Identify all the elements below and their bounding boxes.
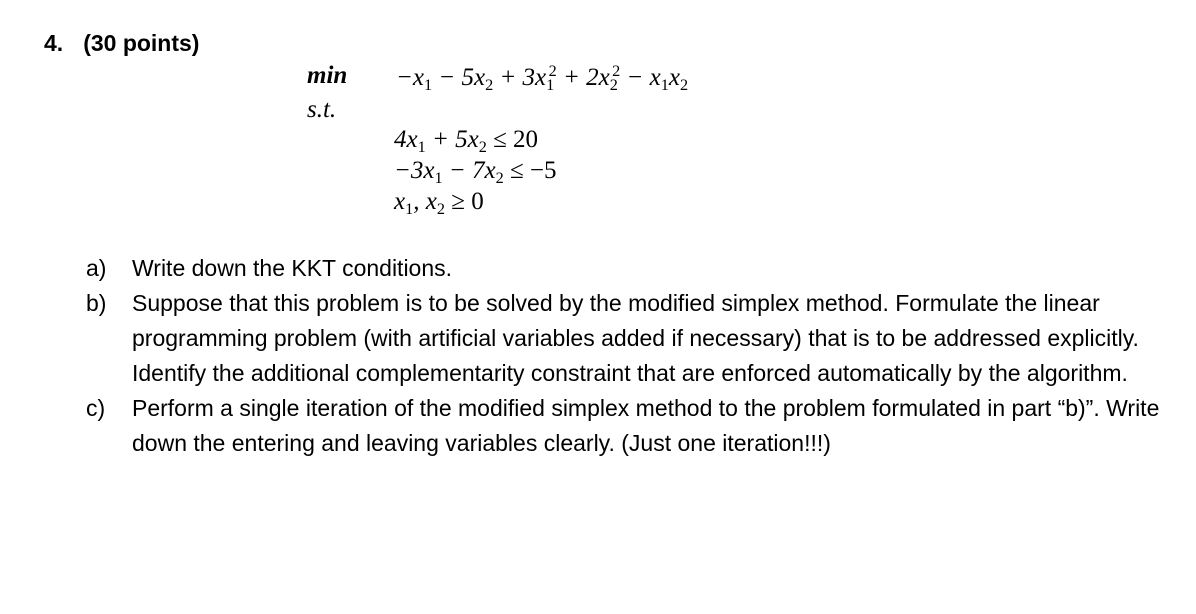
constraint-rhs: ≤ −5 [503, 157, 557, 184]
objective-subscript: 1 [423, 75, 433, 94]
constraint-term: 4x [394, 126, 418, 153]
constraint-term: , x [413, 188, 437, 215]
constraint-subscript: 1 [434, 168, 443, 187]
objective-function [396, 62, 688, 95]
objective-term: + 3x [493, 63, 547, 91]
objective-subscript: 2 [485, 75, 494, 94]
part-label: c) [86, 395, 106, 421]
question-points: (30 points) [83, 30, 200, 56]
constraint-rhs: ≥ 0 [444, 188, 484, 215]
part-label: b) [86, 290, 107, 316]
objective-subscript: 2 [679, 75, 689, 94]
part-text: Write down the KKT conditions. [132, 255, 453, 281]
objective-term: x [668, 63, 680, 91]
constraint-list [394, 124, 557, 217]
subject-to-keyword: s.t. [307, 96, 337, 123]
constraint-term: − 7x [442, 157, 496, 184]
objective-exponent: 2 [612, 62, 621, 80]
part-text: Suppose that this problem is to be solved by the modified simplex method. Formulate the linear programming problem (with artificial variables added if necessary) that is to be addressed explicitly. Identify the additional complementarity constraint that are enforced automatically by the algorithm. [132, 290, 1139, 386]
min-keyword: min [307, 62, 348, 89]
part-c [86, 391, 1166, 461]
constraint-1 [394, 124, 557, 155]
objective-term: −x [396, 63, 424, 91]
objective-subscript: 1 [546, 75, 555, 94]
objective-term: + 2x [556, 63, 610, 91]
objective-subscript: 1 [660, 75, 669, 94]
question-parts [86, 251, 1166, 461]
objective-exponent: 2 [548, 62, 557, 80]
part-b [86, 286, 1166, 391]
constraint-term: + 5x [425, 126, 479, 153]
part-a [86, 251, 1166, 286]
constraint-subscript: 1 [417, 137, 426, 156]
objective-term: − x [620, 63, 661, 91]
constraint-2 [394, 155, 557, 186]
question-number: 4. [44, 30, 64, 56]
constraint-subscript: 2 [495, 168, 504, 187]
constraint-3 [394, 186, 557, 217]
question-header [44, 30, 199, 57]
objective-subscript: 2 [609, 75, 618, 94]
part-label: a) [86, 255, 107, 281]
constraint-rhs: ≤ 20 [486, 126, 539, 153]
constraint-term: −3x [394, 157, 435, 184]
constraint-subscript: 2 [478, 137, 487, 156]
constraint-subscript: 2 [436, 199, 445, 218]
constraint-term: x [394, 188, 406, 215]
objective-term: − 5x [432, 63, 486, 91]
constraint-subscript: 1 [405, 199, 414, 218]
part-text: Perform a single iteration of the modified simplex method to the problem formulated in part “b)”. Write down the entering and leaving variables clearly. (Just one iteration!!!) [132, 395, 1160, 456]
